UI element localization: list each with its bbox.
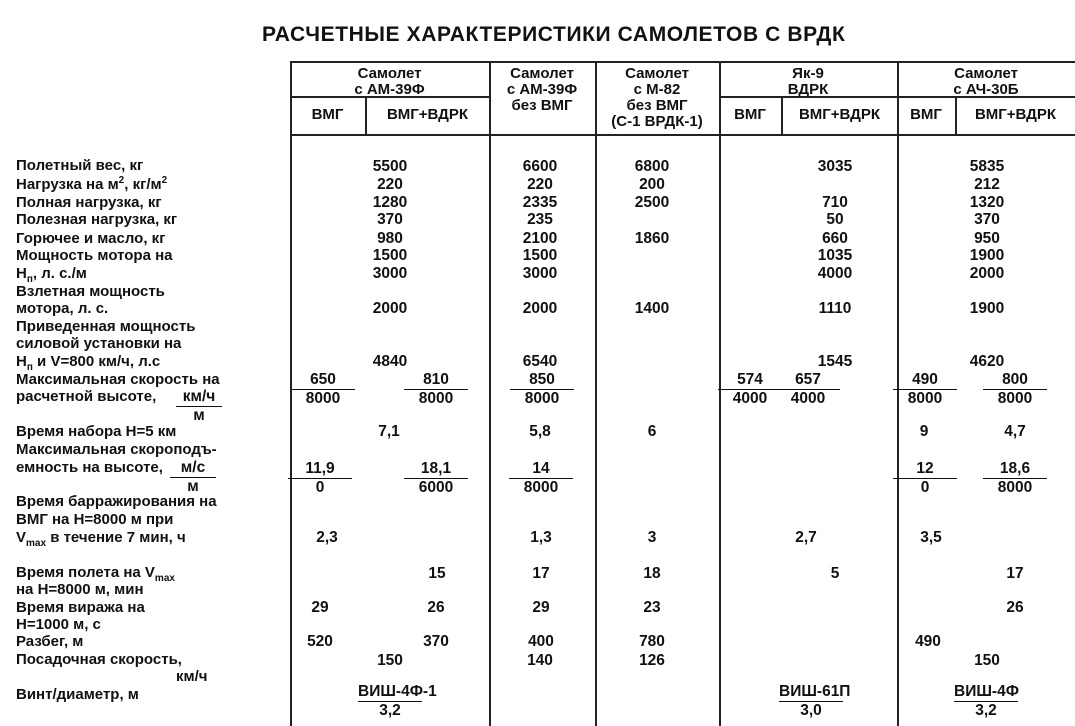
power-bot-value: 2000: [969, 265, 1005, 282]
climb-rate-cell: [509, 461, 573, 496]
flight-value: 17: [532, 565, 550, 582]
landing-value: 140: [527, 652, 553, 669]
row-label-reduced-power-3: $H_п$ и V=800 км/ч, л.с: [16, 353, 161, 373]
max-speed-cell-numerator: 574: [737, 371, 763, 388]
max-speed-cell: [404, 372, 468, 407]
row-label-max-speed: Максимальная скорость на: [16, 371, 220, 388]
col-subheader-vmg: ВМГ: [910, 106, 942, 123]
turn-value: 29: [311, 599, 329, 616]
weight-value: 3035: [817, 158, 853, 175]
flight-value: 18: [643, 565, 661, 582]
climb-rate-cell: [288, 461, 352, 496]
climb-time-value: 9: [919, 423, 929, 440]
row-label-full-load: Полная нагрузка, кг: [16, 194, 162, 211]
row-label-reduced-power: Приведенная мощность: [16, 318, 196, 335]
flight-value: 17: [1006, 565, 1024, 582]
full-load-value: 1280: [372, 194, 408, 211]
row-label-loiter: Время барражирования на: [16, 493, 217, 510]
landing-value: 150: [377, 652, 403, 669]
climb-rate-cell-denominator: 8000: [997, 479, 1033, 496]
flight-value: 15: [428, 565, 446, 582]
power-top-value: 1900: [969, 247, 1005, 264]
climb-rate-cell-denominator: 0: [315, 479, 325, 496]
wing-load-value: 220: [527, 176, 553, 193]
wing-load-value: 220: [377, 176, 403, 193]
reduced-value: 1545: [817, 353, 853, 370]
full-load-value: 2500: [634, 194, 670, 211]
row-label-landing-speed-unit: км/ч: [176, 668, 208, 685]
climb-rate-cell-numerator: 14: [532, 460, 550, 477]
row-label-power-2: $H_п$, л. с./м: [16, 265, 87, 285]
row-label-turn-time-2: H=1000 м, с: [16, 616, 101, 633]
takeoff-value: 1110: [818, 300, 852, 317]
max-speed-cell-numerator: 810: [423, 371, 449, 388]
row-label-max-speed-2: расчетной высоте,: [16, 388, 157, 405]
wing-load-value: 212: [974, 176, 1000, 193]
power-bot-value: 4000: [817, 265, 853, 282]
col-subheader-vmg: ВМГ: [311, 106, 344, 123]
col-header-ach30b: Самолет с АЧ-30Б: [953, 65, 1019, 98]
full-load-value: 2335: [522, 194, 558, 211]
propeller-cell-numerator: ВИШ-61П: [779, 683, 851, 700]
row-label-loiter-3: $V_{max}$ в течение 7 мин, ч: [16, 529, 186, 549]
climb-rate-cell-denominator: 0: [920, 479, 930, 496]
flight-value: 5: [830, 565, 840, 582]
climb-time-value: 7,1: [378, 423, 400, 440]
propeller-cell-numerator: ВИШ-4Ф-1: [358, 683, 437, 700]
table-top-rule: [290, 61, 1075, 63]
payload-value: 370: [377, 211, 403, 228]
turn-value: 23: [643, 599, 661, 616]
climb-rate-cell-denominator: 8000: [523, 479, 559, 496]
max-speed-cell-numerator: 850: [529, 371, 555, 388]
max-speed-cell-denominator: 8000: [305, 390, 341, 407]
col-header-yak9: Як-9 ВДРК: [787, 65, 829, 98]
col-subheader-vmg-vrdk: ВМГ+ВДРК: [798, 106, 881, 123]
reduced-value: 6540: [522, 353, 558, 370]
climb-rate-cell-numerator: 12: [916, 460, 934, 477]
climb-time-value: 4,7: [1004, 423, 1026, 440]
turn-value: 26: [427, 599, 445, 616]
turn-value: 26: [1006, 599, 1024, 616]
propeller-cell-denominator: 3,2: [379, 702, 401, 719]
weight-value: 6800: [634, 158, 670, 175]
fuel-value: 660: [822, 230, 848, 247]
payload-value: 235: [527, 211, 553, 228]
power-top-value: 1500: [522, 247, 558, 264]
takeoff-run-value: 780: [639, 633, 665, 650]
fuel-value: 980: [377, 230, 403, 247]
power-bot-value: 3000: [522, 265, 558, 282]
max-speed-cell: [291, 372, 355, 407]
landing-value: 126: [639, 652, 665, 669]
takeoff-value: 1900: [969, 300, 1005, 317]
col-subheader-vmg: ВМГ: [734, 106, 766, 123]
power-top-value: 1035: [817, 247, 853, 264]
row-label-takeoff-power: Взлетная мощность: [16, 283, 165, 300]
header-bottom-rule: [290, 134, 1075, 136]
climb-time-value: 5,8: [529, 423, 551, 440]
col-subheader-vmg-vrdk: ВМГ+ВДРК: [974, 106, 1057, 123]
row-label-landing-speed: Посадочная скорость,: [16, 651, 182, 668]
max-speed-cell-denominator: 8000: [997, 390, 1033, 407]
full-load-value: 1320: [969, 194, 1005, 211]
page-title: РАСЧЕТНЫЕ ХАРАКТЕРИСТИКИ САМОЛЕТОВ С ВРДК: [262, 23, 846, 46]
climb-time-value: 6: [647, 423, 657, 440]
row-label-reduced-power-2: силовой установки на: [16, 335, 182, 352]
max-speed-cell-numerator: 650: [310, 371, 336, 388]
loiter-value: 1,3: [530, 529, 552, 546]
payload-value: 370: [974, 211, 1000, 228]
propeller-cell-denominator: 3,0: [800, 702, 822, 719]
row-label-climb-rate: Максимальная скороподъ-: [16, 441, 217, 458]
landing-value: 150: [974, 652, 1000, 669]
row-label-climb-rate-2: емность на высоте,: [16, 459, 163, 476]
max-speed-cell-numerator: 800: [1002, 371, 1028, 388]
loiter-value: 2,7: [795, 529, 817, 546]
row-label-fuel: Горючее и масло, кг: [16, 230, 166, 247]
row-label-weight: Полетный вес, кг: [16, 157, 144, 174]
climb-rate-cell: [404, 461, 468, 496]
max-speed-cell: [983, 372, 1047, 407]
weight-value: 6600: [522, 158, 558, 175]
takeoff-value: 2000: [372, 300, 408, 317]
row-label-turn-time: Время виража на: [16, 599, 145, 616]
max-speed-cell: [776, 372, 840, 407]
max-speed-cell-numerator: 490: [912, 371, 938, 388]
max-speed-cell-denominator: 8000: [524, 390, 560, 407]
climb-rate-cell-numerator: 11,9: [305, 460, 335, 477]
takeoff-value: 2000: [522, 300, 558, 317]
weight-value: 5835: [969, 158, 1005, 175]
turn-value: 29: [532, 599, 550, 616]
power-top-value: 1500: [372, 247, 408, 264]
max-speed-cell: [893, 372, 957, 407]
payload-value: 50: [826, 211, 844, 228]
climb-rate-cell-denominator: 6000: [418, 479, 454, 496]
takeoff-run-value: 370: [423, 633, 449, 650]
row-label-climb-time: Время набора H=5 км: [16, 423, 177, 440]
full-load-value: 710: [822, 194, 848, 211]
climb-rate-cell-numerator: 18,1: [420, 460, 452, 477]
climb-rate-unit: м/с м: [170, 460, 216, 495]
col-divider: [595, 61, 597, 726]
propeller-cell: [779, 683, 851, 719]
row-label-takeoff-power-2: мотора, л. с.: [16, 300, 109, 317]
max-speed-cell: [510, 372, 574, 407]
col-header-am39f: Самолет с АМ-39Ф: [354, 65, 425, 98]
weight-value: 5500: [372, 158, 408, 175]
takeoff-value: 1400: [634, 300, 670, 317]
loiter-value: 2,3: [316, 529, 338, 546]
col-header-am39f-novmg: Самолет с АМ-39Ф без ВМГ: [506, 65, 578, 114]
max-speed-cell-denominator: 4000: [732, 390, 768, 407]
fuel-value: 2100: [522, 230, 558, 247]
row-label-wing-load: Нагрузка на $м^2$, $кг/м^2$: [16, 175, 168, 193]
max-speed-unit: км/ч м: [176, 389, 222, 424]
climb-rate-cell: [983, 461, 1047, 496]
max-speed-cell: [718, 372, 782, 407]
power-bot-value: 3000: [372, 265, 408, 282]
propeller-cell-numerator: ВИШ-4Ф: [954, 683, 1019, 700]
climb-rate-cell: [893, 461, 957, 496]
loiter-value: 3: [647, 529, 657, 546]
loiter-value: 3,5: [920, 529, 942, 546]
reduced-value: 4620: [969, 353, 1005, 370]
propeller-cell: [358, 683, 437, 719]
col-subheader-vmg-vrdk: ВМГ+ВДРК: [386, 106, 469, 123]
takeoff-run-value: 490: [915, 633, 941, 650]
row-label-payload: Полезная нагрузка, кг: [16, 211, 178, 228]
col-header-m82: Самолет с М-82 без ВМГ (С-1 ВРДК-1): [611, 65, 703, 130]
propeller-cell: [954, 684, 1018, 719]
fuel-value: 1860: [634, 230, 670, 247]
fuel-value: 950: [974, 230, 1000, 247]
row-label-propeller: Винт/диаметр, м: [16, 686, 139, 703]
row-label-power: Мощность мотора на: [16, 247, 173, 264]
row-label-takeoff-run: Разбег, м: [16, 633, 84, 650]
wing-load-value: 200: [639, 176, 665, 193]
max-speed-cell-numerator: 657: [795, 371, 821, 388]
takeoff-run-value: 520: [307, 633, 333, 650]
climb-rate-cell-numerator: 18,6: [999, 460, 1031, 477]
reduced-value: 4840: [372, 353, 408, 370]
max-speed-cell-denominator: 8000: [907, 390, 943, 407]
row-label-loiter-2: ВМГ на H=8000 м при: [16, 511, 174, 528]
takeoff-run-value: 400: [528, 633, 554, 650]
propeller-cell-denominator: 3,2: [975, 702, 997, 719]
max-speed-cell-denominator: 4000: [790, 390, 826, 407]
row-label-flight-time-2: на H=8000 м, мин: [16, 581, 144, 598]
row-label-flight-time: Время полета на $V_{max}$: [16, 564, 175, 584]
max-speed-cell-denominator: 8000: [418, 390, 454, 407]
